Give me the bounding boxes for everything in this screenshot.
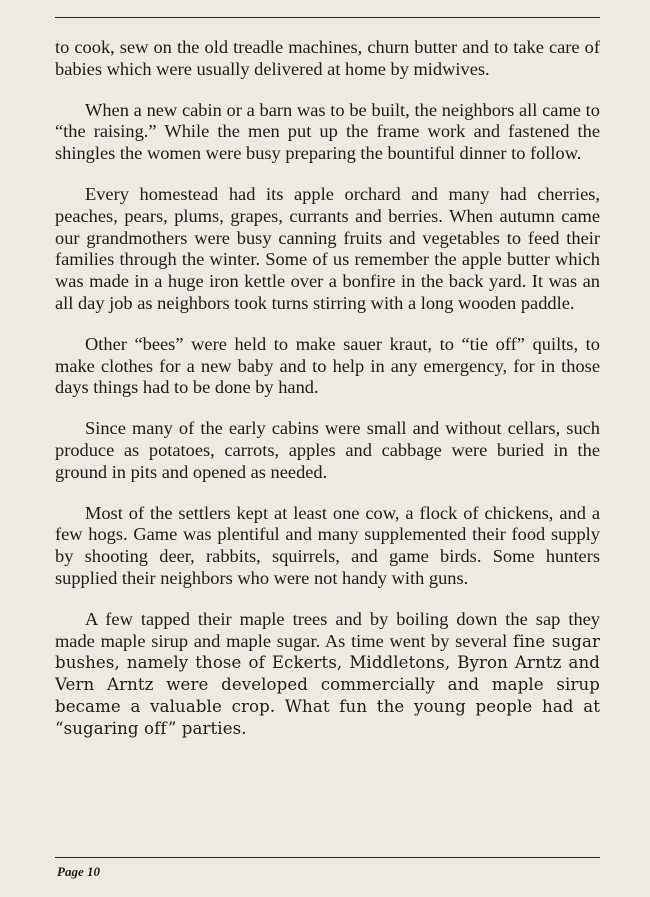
page-body: [55, 37, 600, 740]
top-rule: [55, 17, 600, 18]
page-number: Page 10: [57, 864, 100, 879]
paragraph-3: Every homestead had its apple orchard and many had cherries, peaches, pears, plums, grapes, currants and berries. When autumn came our grandmothers were busy canning fruits and vegetables to feed their families through the winter. Some of us remember the apple butter which was made in a huge iron kettle over a bonfire in the back yard. It was an all day job as neighbors took turns stirring with a long wooden paddle.: [55, 183, 600, 313]
paragraph-7-lead: A few tapped their maple trees and by boiling down the sap they made maple sirup and maple sugar. As time went by several: [55, 608, 600, 651]
paragraph-1: to cook, sew on the old treadle machines, churn butter and to take care of babies which were usually delivered at home by midwives.: [55, 37, 600, 79]
paragraph-4: Other “bees” were held to make sauer kraut, to “tie off” quilts, to make clothes for a new baby and to help in any emergency, for in those days things had to be done by hand.: [55, 333, 600, 398]
paragraph-6: Most of the settlers kept at least one cow, a flock of chickens, and a few hogs. Game was plentiful and many supplemented their food supply by shooting deer, rabbits, squirrels, and game birds. Some hunters supplied their neighbors who were not handy with guns.: [55, 502, 600, 588]
paragraph-7-tail: fine sugar bushes, namely those of Eckerts, Middletons, Byron Arntz and Vern Arntz were developed commercially and maple sirup became a valuable crop. What fun the young people had at “sugaring off” parties.: [55, 631, 600, 738]
paragraph-7: [55, 609, 600, 740]
paragraph-5: Since many of the early cabins were small and without cellars, such produce as potatoes, carrots, apples and cabbage were buried in the ground in pits and opened as needed.: [55, 418, 600, 482]
bottom-rule: [55, 857, 600, 858]
paragraph-2: When a new cabin or a barn was to be built, the neighbors all came to “the raising.” While the men put up the frame work and fastened the shingles the women were busy preparing the bountiful dinner to follow.: [55, 99, 600, 164]
